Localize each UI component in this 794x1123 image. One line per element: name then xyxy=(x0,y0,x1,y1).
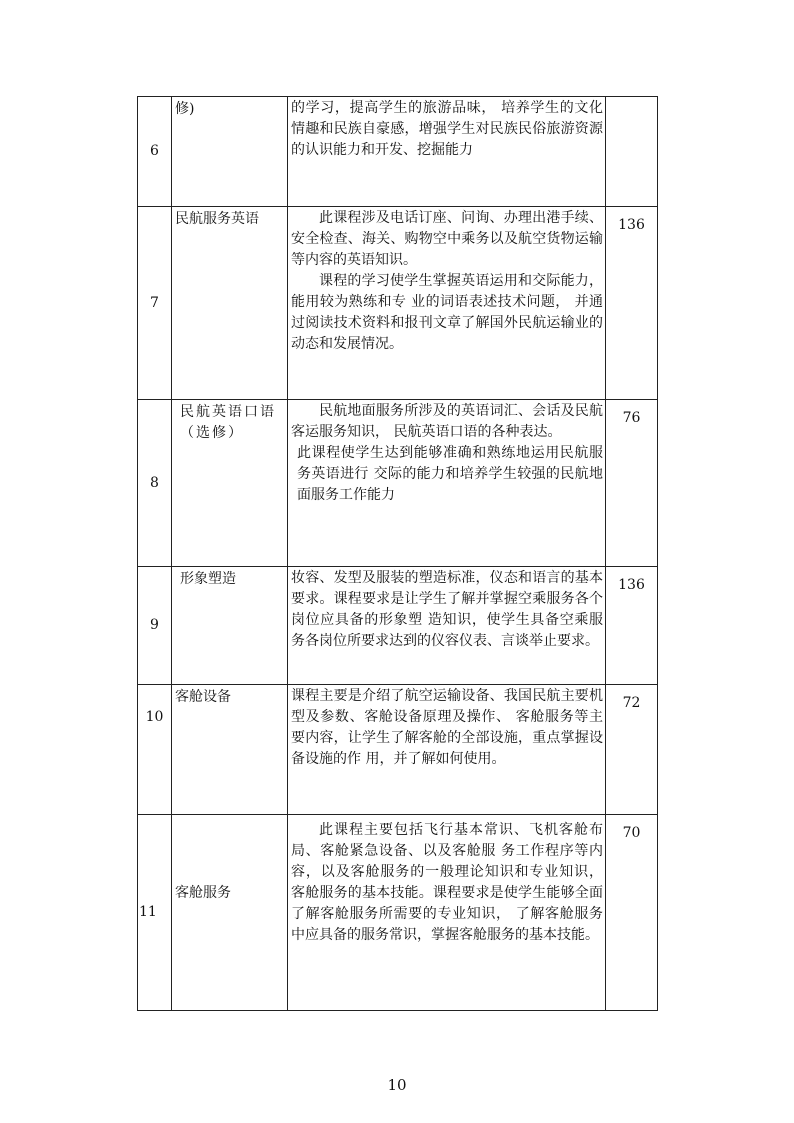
course-hours: 76 xyxy=(606,400,658,567)
course-hours: 72 xyxy=(606,685,658,815)
description-paragraph: 此课程主要包括飞行基本常识、飞机客舱布局、客舱紧急设备、以及客舱服 务工作程序等内容，以及客舱服务的一般理论知识和专业知识， 客舱服务的基本技能。课程要求是使学生能够全面了解客舱服务所需要的专业知识， 了解客舱服务中应具备的服务常识，掌握客舱服务的基本技能。 xyxy=(291,822,603,943)
course-name: 客舱服务 xyxy=(172,815,288,1011)
course-hours: 136 xyxy=(606,207,658,400)
course-description xyxy=(288,400,606,567)
course-description xyxy=(288,207,606,400)
course-name: 形象塑造 xyxy=(172,567,288,685)
course-name: 民航英语口语（选修） xyxy=(172,400,288,567)
course-description xyxy=(288,815,606,1011)
course-name: 民航服务英语 xyxy=(172,207,288,400)
description-paragraph: 此课程使学生达到能够准确和熟练地运用民航服务英语进行 交际的能力和培养学生较强的民航地面服务工作能力 xyxy=(297,445,603,503)
description-paragraph: 妆容、发型及服装的塑造标准，仪态和语言的基本要求。课程要求是让学生了解并掌握空乘服务各个岗位应具备的形象塑 造知识，使学生具备空乘服务各岗位所要求达到的仪容仪表、言谈举止要求。 xyxy=(291,570,603,649)
description-paragraph: 此课程涉及电话订座、问询、办理出港手续、安全检查、海关、购物空中乘务以及航空货物运输等内容的英语知识。 xyxy=(291,210,603,268)
table-row xyxy=(138,207,658,400)
course-description xyxy=(288,567,606,685)
description-paragraph: 课程主要是介绍了航空运输设备、我国民航主要机型及参数、客舱设备原理及操作、 客舱服务等主要内容，让学生了解客舱的全部设施，重点掌握设备设施的作 用，并了解如何使用。 xyxy=(291,688,603,767)
course-table xyxy=(137,96,658,1011)
course-hours: 70 xyxy=(606,815,658,1011)
course-name: 客舱设备 xyxy=(172,685,288,815)
course-number: 10 xyxy=(138,685,172,815)
course-number: 11 xyxy=(138,815,172,1011)
course-number: 6 xyxy=(138,97,172,207)
course-hours: 136 xyxy=(606,567,658,685)
course-description xyxy=(288,685,606,815)
course-name: 修) xyxy=(172,97,288,207)
course-number: 7 xyxy=(138,207,172,400)
course-number: 8 xyxy=(138,400,172,567)
table-row xyxy=(138,97,658,207)
table-row xyxy=(138,400,658,567)
page-number: 10 xyxy=(387,1076,407,1094)
table-row xyxy=(138,685,658,815)
table-row xyxy=(138,815,658,1011)
description-paragraph: 民航地面服务所涉及的英语词汇、会话及民航客运服务知识， 民航英语口语的各种表达。 xyxy=(291,403,603,440)
course-number: 9 xyxy=(138,567,172,685)
course-hours xyxy=(606,97,658,207)
table-row xyxy=(138,567,658,685)
description-paragraph: 的学习，提高学生的旅游品味， 培养学生的文化情趣和民族自豪感，增强学生对民族民俗旅游资源的认识能力和开发、挖掘能力 xyxy=(291,100,603,158)
description-paragraph: 课程的学习使学生掌握英语运用和交际能力， 能用较为熟练和专 业的词语表述技术问题， 并通过阅读技术资料和报刊文章了解国外民航运输业的动态和发展情况。 xyxy=(291,273,603,352)
course-description xyxy=(288,97,606,207)
